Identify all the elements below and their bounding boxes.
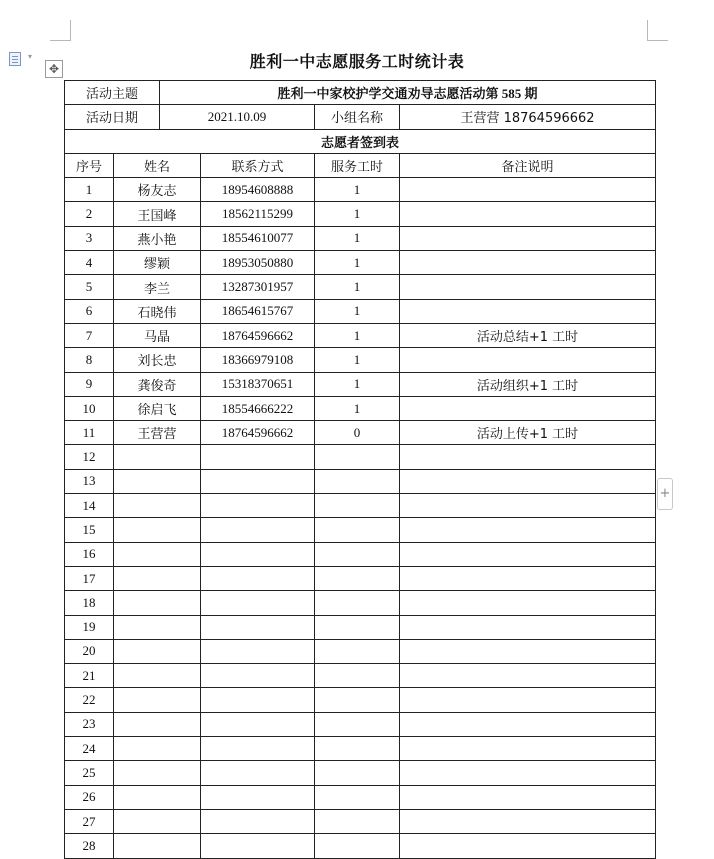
table-row: [65, 664, 656, 688]
name-cell[interactable]: 马晶: [114, 323, 201, 347]
hours-cell[interactable]: [315, 566, 400, 590]
note-cell[interactable]: 活动组织+1 工时: [400, 372, 656, 396]
table-row: [65, 202, 656, 226]
note-cell[interactable]: [400, 518, 656, 542]
row-number-cell: 25: [65, 761, 114, 785]
date-row: [65, 105, 656, 129]
group-value[interactable]: 王营营 18764596662: [400, 105, 656, 129]
table-row: [65, 348, 656, 372]
row-number-cell: 7: [65, 323, 114, 347]
note-cell[interactable]: [400, 226, 656, 250]
row-number-cell: 10: [65, 396, 114, 420]
table-row: [65, 469, 656, 493]
topic-row: [65, 81, 656, 105]
phone-cell[interactable]: 15318370651: [201, 372, 315, 396]
table-row: [65, 372, 656, 396]
row-number-cell: 24: [65, 737, 114, 761]
note-cell[interactable]: [400, 809, 656, 833]
hours-cell[interactable]: [315, 639, 400, 663]
table-row: [65, 834, 656, 858]
phone-cell[interactable]: [201, 664, 315, 688]
row-number-cell: 19: [65, 615, 114, 639]
note-cell[interactable]: [400, 712, 656, 736]
table-row: [65, 737, 656, 761]
note-cell[interactable]: [400, 445, 656, 469]
name-cell[interactable]: [114, 712, 201, 736]
note-cell[interactable]: [400, 688, 656, 712]
name-cell[interactable]: [114, 809, 201, 833]
table-row: [65, 785, 656, 809]
name-cell[interactable]: 龚俊奇: [114, 372, 201, 396]
hours-cell[interactable]: [315, 809, 400, 833]
row-number-cell: 21: [65, 664, 114, 688]
hours-cell[interactable]: [315, 688, 400, 712]
hours-cell[interactable]: [315, 445, 400, 469]
note-cell[interactable]: [400, 615, 656, 639]
note-cell[interactable]: [400, 761, 656, 785]
row-number-cell: 22: [65, 688, 114, 712]
hours-cell[interactable]: [315, 761, 400, 785]
hours-cell[interactable]: 1: [315, 299, 400, 323]
note-cell[interactable]: [400, 591, 656, 615]
phone-cell[interactable]: 18764596662: [201, 421, 315, 445]
table-row: [65, 494, 656, 518]
note-cell[interactable]: [400, 834, 656, 858]
note-cell[interactable]: [400, 348, 656, 372]
name-cell[interactable]: [114, 688, 201, 712]
note-cell[interactable]: [400, 251, 656, 275]
note-cell[interactable]: [400, 785, 656, 809]
note-cell[interactable]: [400, 494, 656, 518]
table-row: [65, 275, 656, 299]
name-cell[interactable]: [114, 591, 201, 615]
table-row: [65, 518, 656, 542]
row-number-cell: 8: [65, 348, 114, 372]
row-number-cell: 9: [65, 372, 114, 396]
topic-value[interactable]: 胜利一中家校护学交通劝导志愿活动第 585 期: [160, 81, 656, 105]
chevron-down-icon[interactable]: ▾: [28, 52, 33, 61]
name-cell[interactable]: 石晓伟: [114, 299, 201, 323]
phone-cell[interactable]: 13287301957: [201, 275, 315, 299]
note-cell[interactable]: [400, 664, 656, 688]
name-cell[interactable]: [114, 445, 201, 469]
date-value[interactable]: 2021.10.09: [160, 105, 315, 129]
topic-label: 活动主题: [65, 81, 160, 105]
name-cell[interactable]: 王营营: [114, 421, 201, 445]
phone-cell[interactable]: [201, 494, 315, 518]
phone-cell[interactable]: [201, 566, 315, 590]
note-cell[interactable]: [400, 469, 656, 493]
row-number-cell: 23: [65, 712, 114, 736]
phone-cell[interactable]: 18953050880: [201, 251, 315, 275]
move-table-icon[interactable]: ✥: [45, 60, 63, 78]
hours-cell[interactable]: 1: [315, 202, 400, 226]
row-number-cell: 11: [65, 421, 114, 445]
row-number-cell: 27: [65, 809, 114, 833]
phone-cell[interactable]: [201, 688, 315, 712]
row-number-cell: 15: [65, 518, 114, 542]
table-row: [65, 688, 656, 712]
page-corner-mark-top-left: [50, 20, 71, 41]
phone-cell[interactable]: [201, 834, 315, 858]
table-row: [65, 323, 656, 347]
table-row: [65, 566, 656, 590]
table-row: [65, 639, 656, 663]
table-row: [65, 396, 656, 420]
phone-cell[interactable]: 18954608888: [201, 178, 315, 202]
phone-cell[interactable]: 18654615767: [201, 299, 315, 323]
name-cell[interactable]: 缪颖: [114, 251, 201, 275]
name-cell[interactable]: 刘长忠: [114, 348, 201, 372]
row-number-cell: 14: [65, 494, 114, 518]
phone-cell[interactable]: 18366979108: [201, 348, 315, 372]
header-notes: 备注说明: [400, 153, 656, 177]
hours-cell[interactable]: [315, 664, 400, 688]
table-row: [65, 712, 656, 736]
table-row: [65, 591, 656, 615]
phone-cell[interactable]: [201, 518, 315, 542]
hours-cell[interactable]: 1: [315, 226, 400, 250]
hours-cell[interactable]: [315, 834, 400, 858]
row-number-cell: 5: [65, 275, 114, 299]
hours-cell[interactable]: [315, 469, 400, 493]
note-cell[interactable]: [400, 542, 656, 566]
phone-cell[interactable]: 18554666222: [201, 396, 315, 420]
name-cell[interactable]: [114, 542, 201, 566]
volunteer-hours-table: [64, 80, 656, 859]
phone-cell[interactable]: 18562115299: [201, 202, 315, 226]
name-cell[interactable]: [114, 494, 201, 518]
table-row: [65, 445, 656, 469]
note-cell[interactable]: [400, 396, 656, 420]
phone-cell[interactable]: [201, 785, 315, 809]
hours-cell[interactable]: [315, 785, 400, 809]
hours-cell[interactable]: [315, 518, 400, 542]
note-cell[interactable]: [400, 275, 656, 299]
hours-cell[interactable]: [315, 591, 400, 615]
row-number-cell: 20: [65, 639, 114, 663]
column-header-row: [65, 153, 656, 177]
note-cell[interactable]: 活动上传+1 工时: [400, 421, 656, 445]
row-number-cell: 17: [65, 566, 114, 590]
table-row: [65, 226, 656, 250]
note-cell[interactable]: [400, 178, 656, 202]
name-cell[interactable]: [114, 664, 201, 688]
hours-cell[interactable]: 1: [315, 348, 400, 372]
hours-cell[interactable]: [315, 712, 400, 736]
row-number-cell: 1: [65, 178, 114, 202]
name-cell[interactable]: 徐启飞: [114, 396, 201, 420]
note-cell[interactable]: [400, 299, 656, 323]
table-row: [65, 178, 656, 202]
hours-cell[interactable]: 1: [315, 275, 400, 299]
phone-cell[interactable]: 18554610077: [201, 226, 315, 250]
hours-cell[interactable]: 1: [315, 251, 400, 275]
header-phone: 联系方式: [201, 153, 315, 177]
table-row: [65, 251, 656, 275]
name-cell[interactable]: [114, 469, 201, 493]
hours-cell[interactable]: 1: [315, 323, 400, 347]
name-cell[interactable]: 杨友志: [114, 178, 201, 202]
name-cell[interactable]: [114, 639, 201, 663]
header-hours: 服务工时: [315, 153, 400, 177]
phone-cell[interactable]: [201, 639, 315, 663]
phone-cell[interactable]: [201, 712, 315, 736]
name-cell[interactable]: 李兰: [114, 275, 201, 299]
row-number-cell: 16: [65, 542, 114, 566]
note-cell[interactable]: [400, 566, 656, 590]
hours-cell[interactable]: [315, 615, 400, 639]
row-number-cell: 12: [65, 445, 114, 469]
row-number-cell: 2: [65, 202, 114, 226]
document-title: 胜利一中志愿服务工时统计表: [249, 52, 465, 71]
name-cell[interactable]: [114, 761, 201, 785]
row-number-cell: 13: [65, 469, 114, 493]
note-cell[interactable]: [400, 202, 656, 226]
hours-cell[interactable]: 1: [315, 372, 400, 396]
name-cell[interactable]: [114, 834, 201, 858]
page-corner-mark-top-right: [647, 20, 668, 41]
header-name: 姓名: [114, 153, 201, 177]
row-number-cell: 4: [65, 251, 114, 275]
phone-cell[interactable]: [201, 809, 315, 833]
name-cell[interactable]: [114, 785, 201, 809]
phone-cell[interactable]: [201, 591, 315, 615]
name-cell[interactable]: 燕小艳: [114, 226, 201, 250]
add-column-icon[interactable]: +: [657, 478, 673, 510]
hours-cell[interactable]: 0: [315, 421, 400, 445]
date-label: 活动日期: [65, 105, 160, 129]
row-number-cell: 18: [65, 591, 114, 615]
signin-section-title: 志愿者签到表: [65, 129, 656, 153]
note-cell[interactable]: 活动总结+1 工时: [400, 323, 656, 347]
name-cell[interactable]: 王国峰: [114, 202, 201, 226]
phone-cell[interactable]: [201, 445, 315, 469]
table-row: [65, 542, 656, 566]
note-cell[interactable]: [400, 639, 656, 663]
phone-cell[interactable]: 18764596662: [201, 323, 315, 347]
header-number: 序号: [65, 153, 114, 177]
table-row: [65, 299, 656, 323]
section-title-row: [65, 129, 656, 153]
table-row: [65, 809, 656, 833]
hours-cell[interactable]: [315, 494, 400, 518]
phone-cell[interactable]: [201, 761, 315, 785]
name-cell[interactable]: [114, 566, 201, 590]
phone-cell[interactable]: [201, 469, 315, 493]
row-number-cell: 26: [65, 785, 114, 809]
phone-cell[interactable]: [201, 615, 315, 639]
row-number-cell: 28: [65, 834, 114, 858]
hours-cell[interactable]: [315, 737, 400, 761]
name-cell[interactable]: [114, 518, 201, 542]
name-cell[interactable]: [114, 737, 201, 761]
table-row: [65, 421, 656, 445]
row-number-cell: 6: [65, 299, 114, 323]
note-cell[interactable]: [400, 737, 656, 761]
row-number-cell: 3: [65, 226, 114, 250]
name-cell[interactable]: [114, 615, 201, 639]
phone-cell[interactable]: [201, 542, 315, 566]
hours-cell[interactable]: 1: [315, 396, 400, 420]
hours-cell[interactable]: [315, 542, 400, 566]
table-row: [65, 761, 656, 785]
phone-cell[interactable]: [201, 737, 315, 761]
hours-cell[interactable]: 1: [315, 178, 400, 202]
group-label: 小组名称: [315, 105, 400, 129]
table-row: [65, 615, 656, 639]
